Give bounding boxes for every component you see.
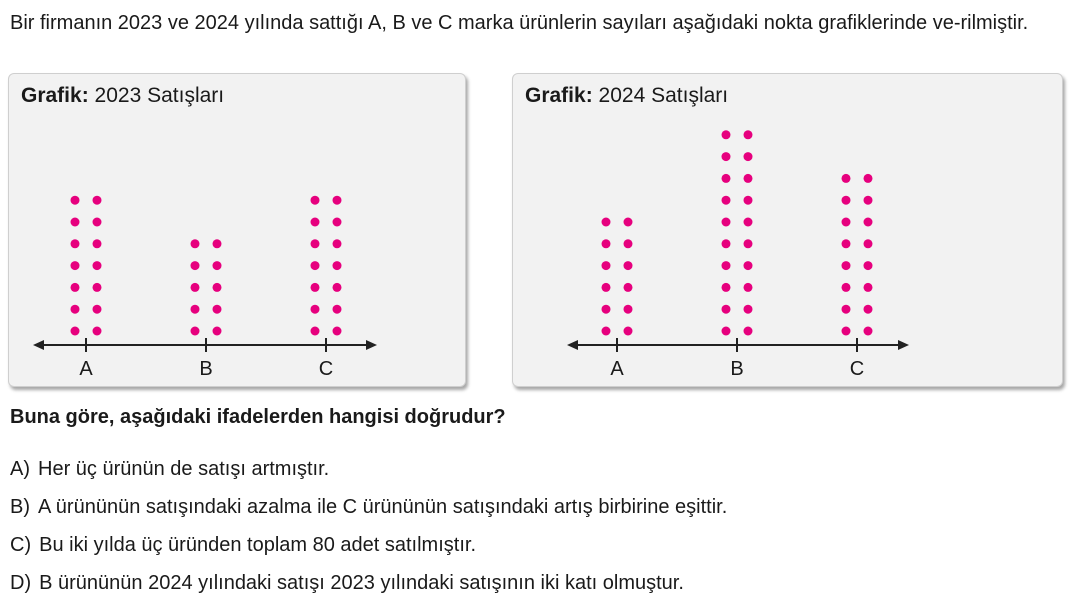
data-dot [722, 130, 731, 139]
data-dot [864, 283, 873, 292]
data-dot [864, 218, 873, 227]
data-dot [93, 327, 102, 336]
data-dot [722, 283, 731, 292]
data-dot [722, 261, 731, 270]
data-dot [744, 196, 753, 205]
data-dot [213, 327, 222, 336]
data-dot [864, 174, 873, 183]
data-dot [722, 152, 731, 161]
data-dot [213, 239, 222, 248]
data-dot [191, 283, 200, 292]
axis-arrow-right [898, 340, 909, 350]
data-dot [333, 196, 342, 205]
data-dot [311, 327, 320, 336]
option-a[interactable] [10, 456, 727, 494]
chart-panel-2023 [8, 73, 466, 387]
data-dot [842, 174, 851, 183]
chart-panel-2024 [512, 73, 1063, 387]
data-dot [213, 283, 222, 292]
option-c[interactable] [10, 532, 727, 570]
data-dot [602, 218, 611, 227]
data-dot [311, 283, 320, 292]
option-d[interactable] [10, 570, 727, 608]
axis-arrow-left [567, 340, 578, 350]
data-dot [71, 196, 80, 205]
data-dot [842, 196, 851, 205]
category-label: A [610, 358, 624, 380]
question-text: Buna göre, aşağıdaki ifadelerden hangisi doğrudur? [10, 406, 506, 428]
data-dot [333, 239, 342, 248]
data-dot [842, 261, 851, 270]
data-dot [842, 283, 851, 292]
data-dot [93, 218, 102, 227]
data-dot [842, 218, 851, 227]
data-dot [333, 218, 342, 227]
data-dot [93, 196, 102, 205]
data-dot [191, 327, 200, 336]
data-dot [744, 261, 753, 270]
data-dot [311, 305, 320, 314]
chart-title-text: 2023 Satışları [94, 84, 225, 107]
option-text: A ürününün satışındaki azalma ile C ürününün satışındaki artış birbirine eşittir. [38, 496, 728, 518]
chart-title-text: 2024 Satışları [598, 84, 729, 107]
data-dot [864, 327, 873, 336]
data-dot [93, 305, 102, 314]
data-dot [602, 239, 611, 248]
data-dot [744, 283, 753, 292]
data-dot [624, 305, 633, 314]
data-dot [71, 218, 80, 227]
category-label: A [79, 358, 93, 380]
chart-title-label: Grafik: [525, 84, 593, 107]
data-dot [744, 218, 753, 227]
category-label: C [849, 358, 865, 380]
option-b[interactable] [10, 494, 727, 532]
dot-plot-2023 [9, 74, 465, 386]
data-dot [864, 261, 873, 270]
data-dot [624, 327, 633, 336]
data-dot [864, 239, 873, 248]
data-dot [333, 261, 342, 270]
category-label: B [199, 358, 213, 380]
data-dot [744, 152, 753, 161]
intro-text: Bir firmanın 2023 ve 2024 yılında sattığı A, B ve C marka ürünlerin sayıları aşağıdaki nokta grafiklerinde ve-rilmiştir. [10, 12, 1029, 34]
data-dot [71, 327, 80, 336]
data-dot [602, 283, 611, 292]
category-label: C [318, 358, 334, 380]
data-dot [93, 261, 102, 270]
data-dot [333, 305, 342, 314]
option-letter: C) [10, 534, 32, 556]
data-dot [722, 218, 731, 227]
data-dot [333, 327, 342, 336]
data-dot [744, 174, 753, 183]
data-dot [842, 305, 851, 314]
data-dot [744, 305, 753, 314]
chart-title-label: Grafik: [21, 84, 89, 107]
data-dot [602, 305, 611, 314]
data-dot [71, 239, 80, 248]
option-text: Her üç ürünün de satışı artmıştır. [38, 458, 330, 480]
dot-plot-2024 [513, 74, 1062, 386]
data-dot [213, 261, 222, 270]
data-dot [864, 196, 873, 205]
option-letter: B) [10, 496, 30, 518]
option-letter: D) [10, 572, 32, 594]
data-dot [722, 305, 731, 314]
data-dot [311, 261, 320, 270]
data-dot [333, 283, 342, 292]
data-dot [722, 327, 731, 336]
data-dot [213, 305, 222, 314]
data-dot [602, 327, 611, 336]
data-dot [842, 239, 851, 248]
data-dot [71, 283, 80, 292]
data-dot [93, 283, 102, 292]
data-dot [624, 218, 633, 227]
data-dot [842, 327, 851, 336]
axis-arrow-right [366, 340, 377, 350]
data-dot [71, 305, 80, 314]
data-dot [744, 239, 753, 248]
data-dot [744, 327, 753, 336]
data-dot [722, 174, 731, 183]
data-dot [311, 218, 320, 227]
category-label: B [730, 358, 744, 380]
data-dot [624, 261, 633, 270]
answer-options [10, 456, 727, 608]
data-dot [624, 283, 633, 292]
option-text: Bu iki yılda üç üründen toplam 80 adet satılmıştır. [39, 534, 477, 556]
data-dot [602, 261, 611, 270]
data-dot [191, 239, 200, 248]
data-dot [744, 130, 753, 139]
data-dot [864, 305, 873, 314]
axis-arrow-left [33, 340, 44, 350]
option-letter: A) [10, 458, 30, 480]
data-dot [191, 305, 200, 314]
data-dot [722, 239, 731, 248]
data-dot [191, 261, 200, 270]
data-dot [311, 239, 320, 248]
data-dot [93, 239, 102, 248]
data-dot [624, 239, 633, 248]
data-dot [722, 196, 731, 205]
data-dot [311, 196, 320, 205]
data-dot [71, 261, 80, 270]
option-text: B ürününün 2024 yılındaki satışı 2023 yılındaki satışının iki katı olmuştur. [39, 572, 684, 594]
